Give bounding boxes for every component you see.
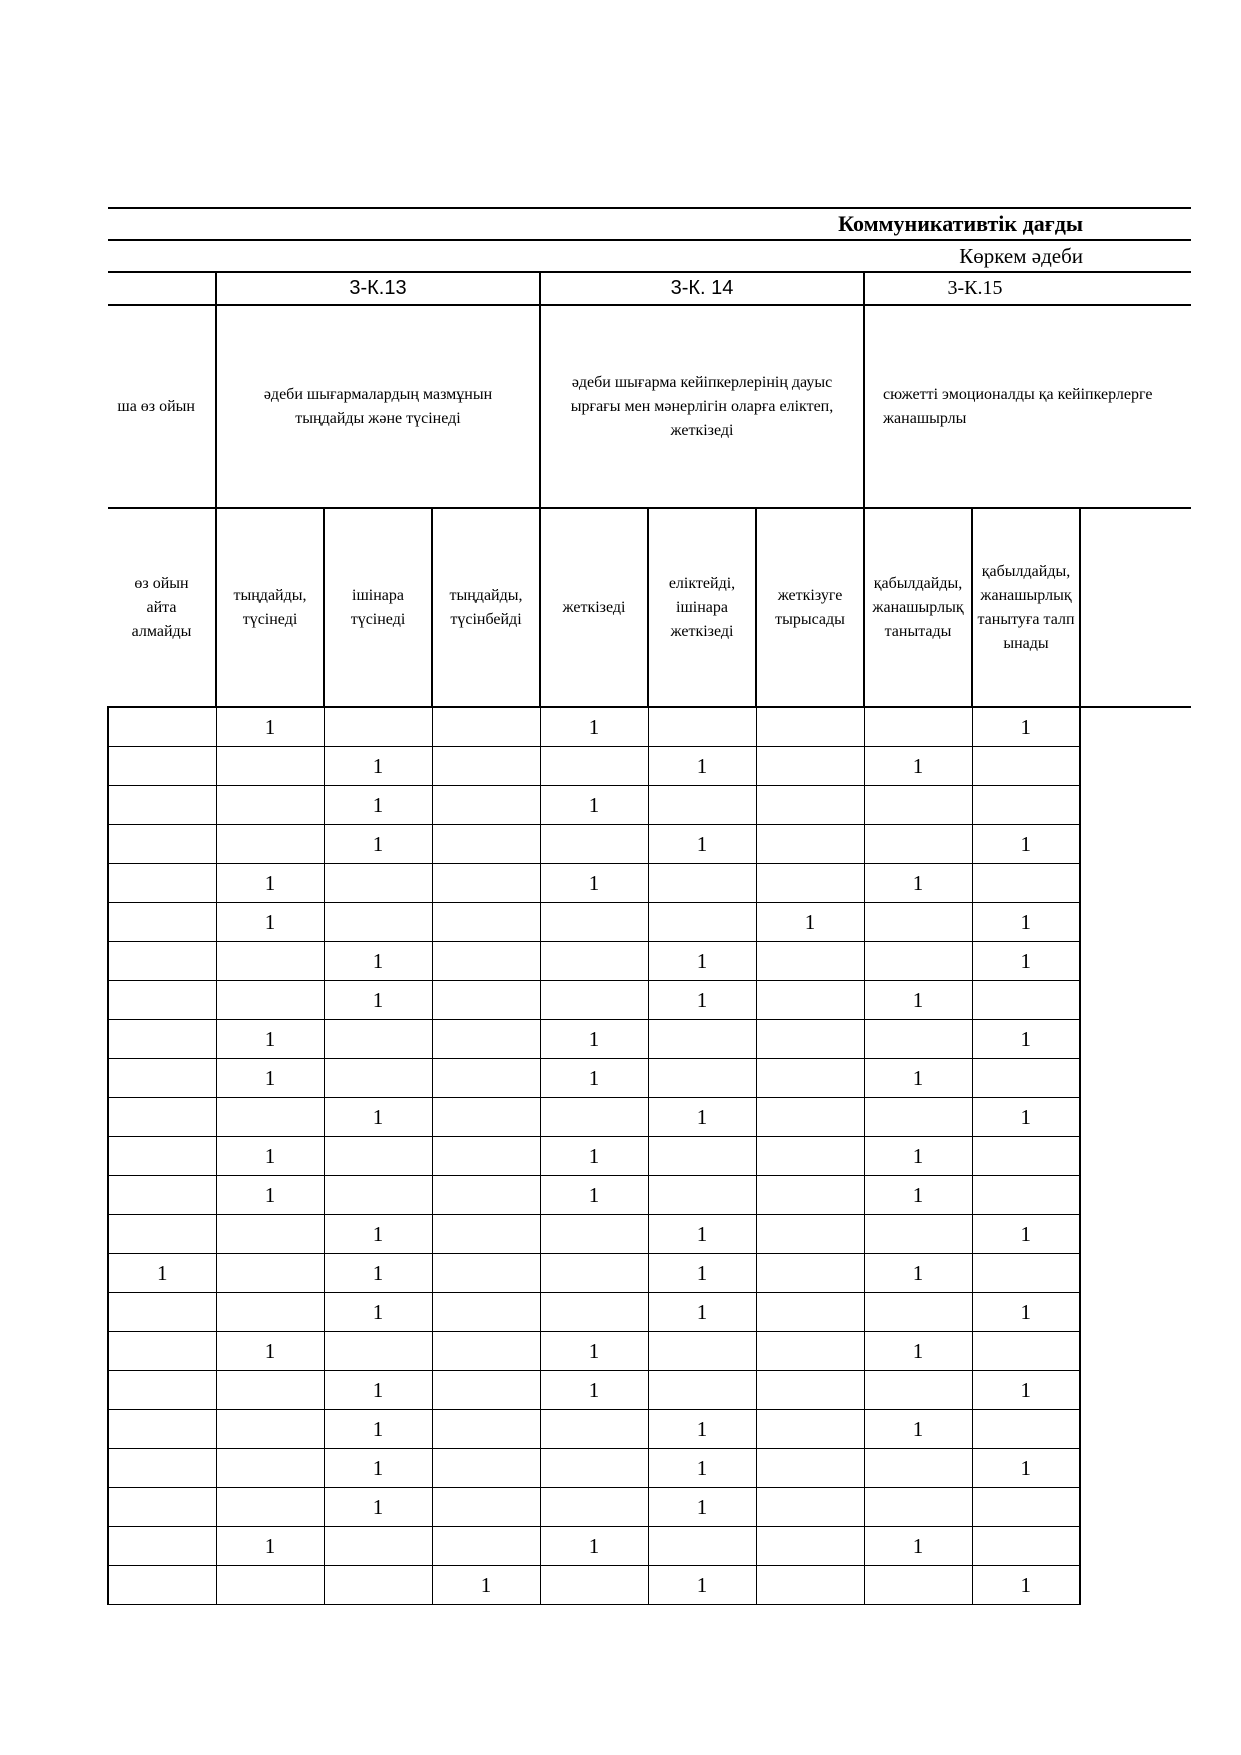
table-cell: 1: [972, 1566, 1080, 1605]
table-cell: [648, 1020, 756, 1059]
table-cell: 1: [540, 1332, 648, 1371]
table-cell: [864, 1098, 972, 1137]
table-cell: [216, 1449, 324, 1488]
table-cell: [432, 1293, 540, 1332]
table-cell: 1: [540, 707, 648, 747]
table-cell: [432, 1410, 540, 1449]
table-cell: 1: [324, 1098, 432, 1137]
table-cell: 1: [864, 1332, 972, 1371]
table-cell: [648, 1137, 756, 1176]
subtitle-cell: [108, 240, 1191, 272]
table-cell: 1: [324, 747, 432, 786]
description-text: сюжетті эмоционалды қа кейіпкерлерге жанашырлы: [883, 385, 1153, 427]
table-row: [108, 1371, 1191, 1410]
code-cell-3k14: 3-К. 14: [540, 272, 864, 305]
table-cell: [108, 1449, 216, 1488]
table-cell: 1: [324, 1410, 432, 1449]
table-cell: 1: [540, 1137, 648, 1176]
table-cell: 1: [324, 942, 432, 981]
table-cell: [108, 747, 216, 786]
table-row: [108, 1254, 1191, 1293]
level-label: тыңдайды, түсінеді: [233, 586, 307, 628]
table-row: [108, 1176, 1191, 1215]
table-cell: [108, 1332, 216, 1371]
table-cell: [756, 942, 864, 981]
table-cell: [972, 786, 1080, 825]
level-cell-1: [216, 508, 324, 707]
table-cell: [540, 1254, 648, 1293]
table-row: [108, 1098, 1191, 1137]
table-cell: 1: [324, 825, 432, 864]
table-cell: [432, 1176, 540, 1215]
table-cell: 1: [216, 1059, 324, 1098]
table-cell: [864, 1020, 972, 1059]
table-cell: 1: [648, 747, 756, 786]
table-cell: 1: [216, 1332, 324, 1371]
table-cell: [648, 1371, 756, 1410]
table-cell: [756, 864, 864, 903]
table-cell: [972, 864, 1080, 903]
description-cell-1: [216, 305, 540, 508]
table-row: [108, 1137, 1191, 1176]
table-cell: 1: [216, 1020, 324, 1059]
table-cell: [864, 903, 972, 942]
table-cell: [540, 942, 648, 981]
table-row: [108, 786, 1191, 825]
table-row: [108, 1410, 1191, 1449]
table-cell: [432, 786, 540, 825]
table-cell: 1: [972, 707, 1080, 747]
table-cell: [756, 1137, 864, 1176]
table-row: [108, 825, 1191, 864]
table-cell: 1: [648, 1215, 756, 1254]
title-cell: [108, 208, 1191, 240]
table-row: [108, 1527, 1191, 1566]
table-cell: 1: [324, 981, 432, 1020]
table-cell: 1: [540, 864, 648, 903]
table-cell: 1: [324, 1449, 432, 1488]
code-cell-3k13: 3-К.13: [216, 272, 540, 305]
table-row: [108, 981, 1191, 1020]
table-cell: [540, 1566, 648, 1605]
table-cell: [108, 707, 216, 747]
table-cell: 1: [540, 786, 648, 825]
level-cell-4: [540, 508, 648, 707]
table-row: [108, 1449, 1191, 1488]
table-cell: 1: [864, 1176, 972, 1215]
table-cell: [756, 1449, 864, 1488]
table-cell: [540, 747, 648, 786]
table-cell: [864, 1566, 972, 1605]
table-cell: 1: [324, 1254, 432, 1293]
table-cell: [972, 1254, 1080, 1293]
table-cell: [324, 903, 432, 942]
table-cell: [108, 864, 216, 903]
table-cell: [432, 1137, 540, 1176]
table-cell: 1: [324, 1488, 432, 1527]
table-cell: [216, 747, 324, 786]
table-cell: [216, 1488, 324, 1527]
table-cell: [648, 864, 756, 903]
table-cell: [432, 1020, 540, 1059]
table-title: Коммуникативтік дағды: [838, 211, 1083, 236]
table-cell: [540, 1449, 648, 1488]
table-cell: [108, 1215, 216, 1254]
table-cell: [324, 1566, 432, 1605]
data-rows: [108, 707, 1191, 1605]
table-cell: 1: [648, 1254, 756, 1293]
table-cell: [648, 903, 756, 942]
table-cell: [108, 1176, 216, 1215]
level-cell-2: [324, 508, 432, 707]
level-label: қабылдайды, жанашырлық танытуға талпынады: [977, 562, 1075, 652]
level-label: қабылдайды, жанашырлық танытады: [872, 574, 964, 640]
table-cell: [972, 1527, 1080, 1566]
table-frame: [107, 207, 1153, 1615]
table-cell: 1: [216, 1176, 324, 1215]
table-cell: [324, 707, 432, 747]
level-label: тыңдайды, түсінбейді: [449, 586, 523, 628]
table-cell: [216, 1371, 324, 1410]
table-cell: 1: [864, 981, 972, 1020]
table-row: [108, 1332, 1191, 1371]
table-cell: [432, 1527, 540, 1566]
table-cell: [108, 825, 216, 864]
level-label: ішінара түсінеді: [350, 586, 406, 628]
table-cell: [864, 786, 972, 825]
table-cell: 1: [972, 1449, 1080, 1488]
table-cell: [756, 1527, 864, 1566]
code-label-3k15: 3-К.15: [947, 277, 1003, 299]
level-cell-0: [108, 508, 216, 707]
table-cell: [648, 707, 756, 747]
table-cell: [756, 1215, 864, 1254]
table-cell: [216, 786, 324, 825]
table-cell: 1: [540, 1371, 648, 1410]
table-cell: [648, 786, 756, 825]
table-row: [108, 707, 1191, 747]
table-cell: [972, 1410, 1080, 1449]
table-cell: [540, 903, 648, 942]
table-cell: [756, 1488, 864, 1527]
table-cell: [756, 1176, 864, 1215]
table-cell: [216, 942, 324, 981]
table-cell: [756, 1566, 864, 1605]
table-cell: [432, 1488, 540, 1527]
table-cell: [216, 1215, 324, 1254]
table-cell: [432, 747, 540, 786]
table-cell: [540, 1215, 648, 1254]
table-cell: 1: [648, 1566, 756, 1605]
table-cell: [972, 747, 1080, 786]
table-row: [108, 747, 1191, 786]
table-cell: [864, 1449, 972, 1488]
table-cell: [432, 825, 540, 864]
description-cell-0: [108, 305, 216, 508]
level-cell-7: [864, 508, 972, 707]
table-cell: [216, 981, 324, 1020]
table-cell: 1: [972, 1293, 1080, 1332]
table-cell: [432, 1215, 540, 1254]
table-cell: [864, 1371, 972, 1410]
table-cell: [432, 1254, 540, 1293]
table-cell: [756, 1059, 864, 1098]
table-row: [108, 903, 1191, 942]
table-cell: [108, 1059, 216, 1098]
table-cell: 1: [216, 903, 324, 942]
description-cell-2: [540, 305, 864, 508]
table-cell: 1: [864, 1410, 972, 1449]
table-cell: 1: [540, 1176, 648, 1215]
table-cell: [648, 1176, 756, 1215]
table-cell: [864, 825, 972, 864]
table-cell: [324, 1020, 432, 1059]
table-row: [108, 942, 1191, 981]
table-cell: [108, 903, 216, 942]
table-cell: [972, 1176, 1080, 1215]
table-cell: [648, 1059, 756, 1098]
table-cell: 1: [648, 1293, 756, 1332]
table-cell: [864, 707, 972, 747]
description-cell-3: [864, 305, 1191, 508]
table-cell: [864, 1215, 972, 1254]
table-cell: 1: [756, 903, 864, 942]
table-cell: [324, 864, 432, 903]
table-cell: [324, 1527, 432, 1566]
table-cell: 1: [216, 1527, 324, 1566]
table-cell: [108, 1293, 216, 1332]
table-cell: [972, 1137, 1080, 1176]
level-cell-9: [1080, 508, 1191, 707]
table-cell: 1: [864, 1254, 972, 1293]
table-cell: 1: [972, 1371, 1080, 1410]
level-label: еліктейді, ішінара жеткізеді: [668, 574, 736, 640]
table-cell: 1: [432, 1566, 540, 1605]
table-cell: 1: [648, 981, 756, 1020]
level-cell-6: [756, 508, 864, 707]
table-cell: [432, 1059, 540, 1098]
table-cell: [540, 1410, 648, 1449]
code-cell-3k15: [864, 272, 1191, 305]
level-label: өз ойын айта алмайды: [131, 574, 192, 640]
table-cell: 1: [324, 1215, 432, 1254]
table-cell: [756, 1098, 864, 1137]
table-cell: [216, 1254, 324, 1293]
table-cell: [432, 903, 540, 942]
table-cell: 1: [648, 1488, 756, 1527]
table-cell: [432, 1332, 540, 1371]
description-text: әдеби шығарма кейіпкерлерінің дауыс ырғағы мен мәнерлігін оларға еліктеп, жеткізеді: [570, 373, 834, 439]
table-cell: [108, 942, 216, 981]
table-cell: [432, 864, 540, 903]
table-cell: [108, 1098, 216, 1137]
table-cell: 1: [972, 1098, 1080, 1137]
table-cell: [540, 1293, 648, 1332]
table-cell: [540, 1488, 648, 1527]
table-cell: 1: [324, 786, 432, 825]
table-cell: 1: [972, 1215, 1080, 1254]
table-cell: [324, 1059, 432, 1098]
table-cell: 1: [972, 903, 1080, 942]
table-cell: [108, 1410, 216, 1449]
table-cell: [756, 825, 864, 864]
table-cell: 1: [108, 1254, 216, 1293]
table-cell: [108, 1371, 216, 1410]
table-cell: 1: [216, 1137, 324, 1176]
table-cell: [216, 1098, 324, 1137]
table-cell: 1: [648, 942, 756, 981]
level-label: жеткізеді: [562, 598, 626, 616]
table-cell: [972, 1059, 1080, 1098]
table-cell: [540, 825, 648, 864]
table-cell: 1: [540, 1527, 648, 1566]
table-row: [108, 1488, 1191, 1527]
table-cell: [756, 1293, 864, 1332]
table-cell: [216, 1566, 324, 1605]
table-cell: [324, 1137, 432, 1176]
assessment-table: [107, 207, 1191, 1605]
level-cell-3: [432, 508, 540, 707]
table-cell: [216, 1410, 324, 1449]
level-cell-5: [648, 508, 756, 707]
table-cell: [108, 1020, 216, 1059]
table-cell: 1: [864, 1527, 972, 1566]
table-cell: 1: [540, 1020, 648, 1059]
table-cell: [216, 1293, 324, 1332]
table-cell: [432, 981, 540, 1020]
table-cell: [432, 1371, 540, 1410]
table-cell: [756, 1020, 864, 1059]
table-cell: [108, 786, 216, 825]
level-label: жеткізуге тырысады: [775, 586, 845, 628]
table-cell: [108, 981, 216, 1020]
table-cell: 1: [648, 1410, 756, 1449]
table-cell: [972, 981, 1080, 1020]
table-cell: [432, 707, 540, 747]
code-cell-blank: [108, 272, 216, 305]
table-cell: [324, 1176, 432, 1215]
table-cell: [756, 747, 864, 786]
table-cell: [756, 1371, 864, 1410]
table-cell: 1: [216, 864, 324, 903]
table-cell: 1: [864, 1059, 972, 1098]
description-text: ша өз ойын: [117, 397, 195, 415]
table-row: [108, 1020, 1191, 1059]
description-text: әдеби шығармалардың мазмұнын тыңдайды және түсінеді: [263, 385, 493, 427]
table-cell: 1: [540, 1059, 648, 1098]
table-row: [108, 864, 1191, 903]
table-cell: [432, 942, 540, 981]
table-cell: 1: [216, 707, 324, 747]
table-cell: 1: [648, 1449, 756, 1488]
table-cell: [108, 1566, 216, 1605]
table-cell: 1: [864, 864, 972, 903]
table-cell: [108, 1488, 216, 1527]
table-cell: 1: [864, 1137, 972, 1176]
table-cell: [756, 981, 864, 1020]
table-cell: [756, 1254, 864, 1293]
table-row: [108, 1293, 1191, 1332]
table-cell: 1: [648, 825, 756, 864]
table-cell: [648, 1527, 756, 1566]
table-cell: [864, 942, 972, 981]
table-cell: [108, 1527, 216, 1566]
table-row: [108, 1059, 1191, 1098]
table-cell: [324, 1332, 432, 1371]
table-cell: 1: [648, 1098, 756, 1137]
level-cell-8: [972, 508, 1080, 707]
table-cell: [756, 786, 864, 825]
table-cell: [216, 825, 324, 864]
table-cell: 1: [324, 1293, 432, 1332]
table-cell: [108, 1137, 216, 1176]
table-cell: [972, 1488, 1080, 1527]
table-cell: [540, 1098, 648, 1137]
table-cell: [648, 1332, 756, 1371]
table-cell: [540, 981, 648, 1020]
table-cell: [756, 1410, 864, 1449]
table-row: [108, 1566, 1191, 1605]
table-cell: [432, 1098, 540, 1137]
table-cell: [864, 1488, 972, 1527]
table-subtitle: Көркем әдеби: [959, 243, 1083, 268]
table-cell: 1: [972, 1020, 1080, 1059]
table-cell: [432, 1449, 540, 1488]
table-cell: [756, 1332, 864, 1371]
table-cell: [864, 1293, 972, 1332]
table-cell: 1: [324, 1371, 432, 1410]
table-cell: 1: [972, 825, 1080, 864]
table-cell: 1: [864, 747, 972, 786]
table-cell: [756, 707, 864, 747]
table-cell: [972, 1332, 1080, 1371]
table-cell: 1: [972, 942, 1080, 981]
table-row: [108, 1215, 1191, 1254]
